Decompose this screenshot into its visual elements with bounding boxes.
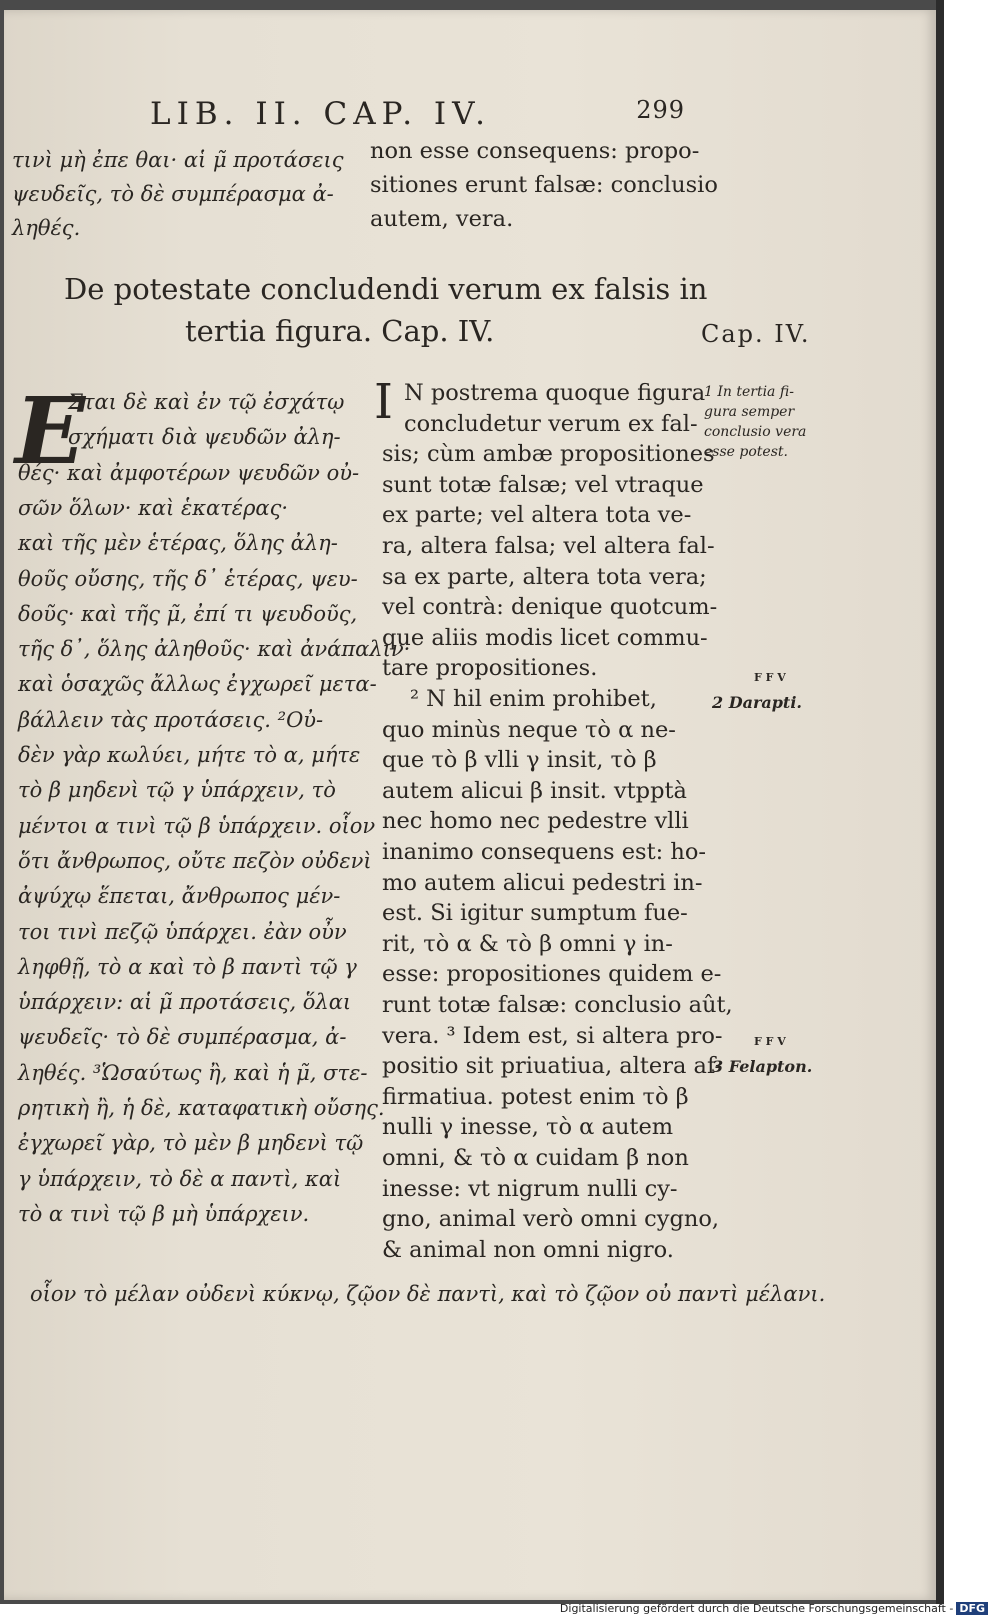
greek-line: γ ὑπάρχειν, τὸ δὲ α παντὶ, καὶ xyxy=(18,1166,342,1191)
latin-line: sitiones erunt falsæ: conclusio xyxy=(370,172,718,198)
latin-line: & animal non omni nigro. xyxy=(382,1236,674,1263)
latin-line: non esse consequens: propo- xyxy=(370,138,700,164)
latin-line: vel contrà: denique quotcum- xyxy=(382,594,718,621)
latin-initial-letter: I xyxy=(374,374,393,430)
margin-note-1-line: esse potest. xyxy=(704,444,788,460)
greek-line: τὸ α τινὶ τῷ β μὴ ὑπάρχειν. xyxy=(18,1201,310,1226)
latin-line: gno, animal verò omni cygno, xyxy=(382,1206,720,1233)
greek-line: καὶ τῆς μὲν ἑτέρας, ὅλης ἀλη- xyxy=(18,531,338,556)
latin-line: omni, & τὸ α cuidam β non xyxy=(382,1145,689,1171)
chapter-title-line: tertia figura. Cap. IV. xyxy=(185,314,495,348)
latin-line: ex parte; vel altera tota ve- xyxy=(382,502,692,529)
syllogism-mark-2: F F V xyxy=(754,671,786,684)
greek-initial-letter: E xyxy=(15,377,86,485)
latin-line: est. Si igitur sumptum fue- xyxy=(382,900,688,927)
latin-line: esse: propositiones quidem e- xyxy=(382,961,722,988)
chapter-margin-label: Cap. IV. xyxy=(701,320,811,348)
greek-line: τὸ β μηδενὶ τῷ γ ὑπάρχειν, τὸ xyxy=(18,778,336,803)
greek-line: ληφθῇ, τὸ α καὶ τὸ β παντὶ τῷ γ xyxy=(18,954,357,979)
dfg-logo: DFG xyxy=(956,1602,988,1615)
latin-line: sunt totæ falsæ; vel vtraque xyxy=(382,471,704,498)
latin-line: ra, altera falsa; vel altera fal- xyxy=(382,533,715,559)
greek-line: καὶ ὁσαχῶς ἄλλως ἐγχωρεῖ μετα- xyxy=(18,672,377,697)
greek-line: τοι τινὶ πεζῷ ὑπάρχει. ἐὰν οὖν xyxy=(18,919,347,944)
greek-line: θές· καὶ ἀμφοτέρων ψευδῶν οὐ- xyxy=(18,460,360,485)
latin-line: que aliis modis licet commu- xyxy=(382,624,708,651)
latin-line: autem alicui β insit. vtpptà xyxy=(382,777,687,804)
bottom-greek-line: οἷον τὸ μέλαν οὐδενὶ κύκνῳ, ζῷον δὲ παντὶ, καὶ τὸ ζῷον οὐ παντὶ μέλανι. xyxy=(30,1282,826,1306)
latin-line: tare propositiones. xyxy=(382,655,598,682)
latin-line: vera. ³ Idem est, si altera pro- xyxy=(382,1022,723,1049)
latin-line: positio sit priuatiua, altera af- xyxy=(382,1053,723,1080)
greek-line: ὑπάρχειν: αἱ μ̃ προτάσεις, ὅλαι xyxy=(18,990,352,1015)
syllogism-mark-3: F F V xyxy=(754,1035,786,1048)
margin-note-1-line: 1 In tertia fi- xyxy=(704,384,794,400)
greek-line: σῶν ὅλων· καὶ ἑκατέρας· xyxy=(18,495,289,520)
greek-line: ἀψύχῳ ἕπεται, ἄνθρωπος μέν- xyxy=(18,884,341,909)
latin-line: ² N hil enim prohibet, xyxy=(410,686,657,712)
margin-note-1-line: conclusio vera xyxy=(704,424,807,440)
greek-line: τινὶ μὴ ἐπε θαι· αἱ μ̃ προτάσεις xyxy=(12,148,344,172)
latin-line: concludetur verum ex fal- xyxy=(404,410,698,437)
greek-line: ψευδεῖς· τὸ δὲ συμπέρασμα, ἀ- xyxy=(18,1025,347,1050)
latin-line: inanimo consequens est: ho- xyxy=(382,839,706,865)
greek-line: ληθές. ³Ὡσαύτως ἢ, καὶ ἡ μ̃, στε- xyxy=(18,1060,368,1085)
greek-line: Σται δὲ καὶ ἐν τῷ ἐσχάτῳ xyxy=(68,390,345,414)
page-number: 299 xyxy=(636,96,685,124)
margin-note-2: 2 Darapti. xyxy=(712,693,802,712)
latin-line: nec homo nec pedestre vlli xyxy=(382,808,689,835)
latin-line: mo autem alicui pedestri in- xyxy=(382,869,703,896)
greek-line: ἐγχωρεῖ γὰρ, τὸ μὲν β μηδενὶ τῷ xyxy=(18,1131,364,1156)
running-title: LIB. II. CAP. IV. xyxy=(150,96,491,132)
latin-line: firmatiua. potest enim τὸ β xyxy=(382,1083,689,1110)
latin-line: sa ex parte, altera tota vera; xyxy=(382,563,707,590)
running-header xyxy=(150,96,685,132)
latin-line: runt totæ falsæ: conclusio aût, xyxy=(382,992,733,1018)
greek-line: τῆς δ᾽, ὅλης ἀληθοῦς· καὶ ἀνάπαλιν· xyxy=(18,637,411,662)
greek-line: θοῦς οὔσης, τῆς δ᾽ ἑτέρας, ψευ- xyxy=(18,566,358,591)
latin-line: N postrema quoque figura xyxy=(404,380,706,406)
greek-line: σχήματι διὰ ψευδῶν ἀλη- xyxy=(68,425,341,450)
page-edge xyxy=(936,0,944,1604)
latin-line: nulli γ inesse, τὸ α autem xyxy=(382,1114,674,1141)
margin-note-3: 3 Felapton. xyxy=(712,1057,813,1076)
margin-note-1-line: gura semper xyxy=(704,404,795,420)
greek-line: δοῦς· καὶ τῆς μ̃, ἐπί τι ψευδοῦς, xyxy=(18,601,358,626)
latin-line: inesse: vt nigrum nulli cy- xyxy=(382,1175,678,1202)
footer-text: Digitalisierung gefördert durch die Deutsche Forschungsgemeinschaft - xyxy=(559,1602,954,1615)
greek-line: μέντοι α τινὶ τῷ β ὑπάρχειν. οἷον xyxy=(18,813,376,838)
greek-line: ρητικὴ ἢ, ἡ δὲ, καταφατικὴ οὔσης. xyxy=(18,1096,385,1120)
greek-line: δὲν γὰρ κωλύει, μήτε τὸ α, μήτε xyxy=(18,743,361,767)
greek-line: βάλλειν τὰς προτάσεις. ²Οὐ- xyxy=(18,707,324,732)
latin-line: quo minùs neque τὸ α ne- xyxy=(382,716,676,743)
book-page xyxy=(4,10,936,1600)
greek-line: ψευδεῖς, τὸ δὲ συμπέρασμα ἀ- xyxy=(12,182,334,206)
latin-line: rit, τὸ α & τὸ β omni γ in- xyxy=(382,930,673,957)
chapter-title-line: De potestate concludendi verum ex falsis in xyxy=(64,272,708,306)
latin-line: que τὸ β vlli γ insit, τὸ β xyxy=(382,747,657,774)
greek-line: ὅτι ἄνθρωπος, οὔτε πεζὸν οὐδενὶ xyxy=(18,848,372,873)
greek-line: ληθές. xyxy=(12,216,81,240)
footer-credit xyxy=(560,1602,988,1615)
latin-line: sis; cùm ambæ propositiones xyxy=(382,441,715,468)
latin-line: autem, vera. xyxy=(370,206,514,232)
